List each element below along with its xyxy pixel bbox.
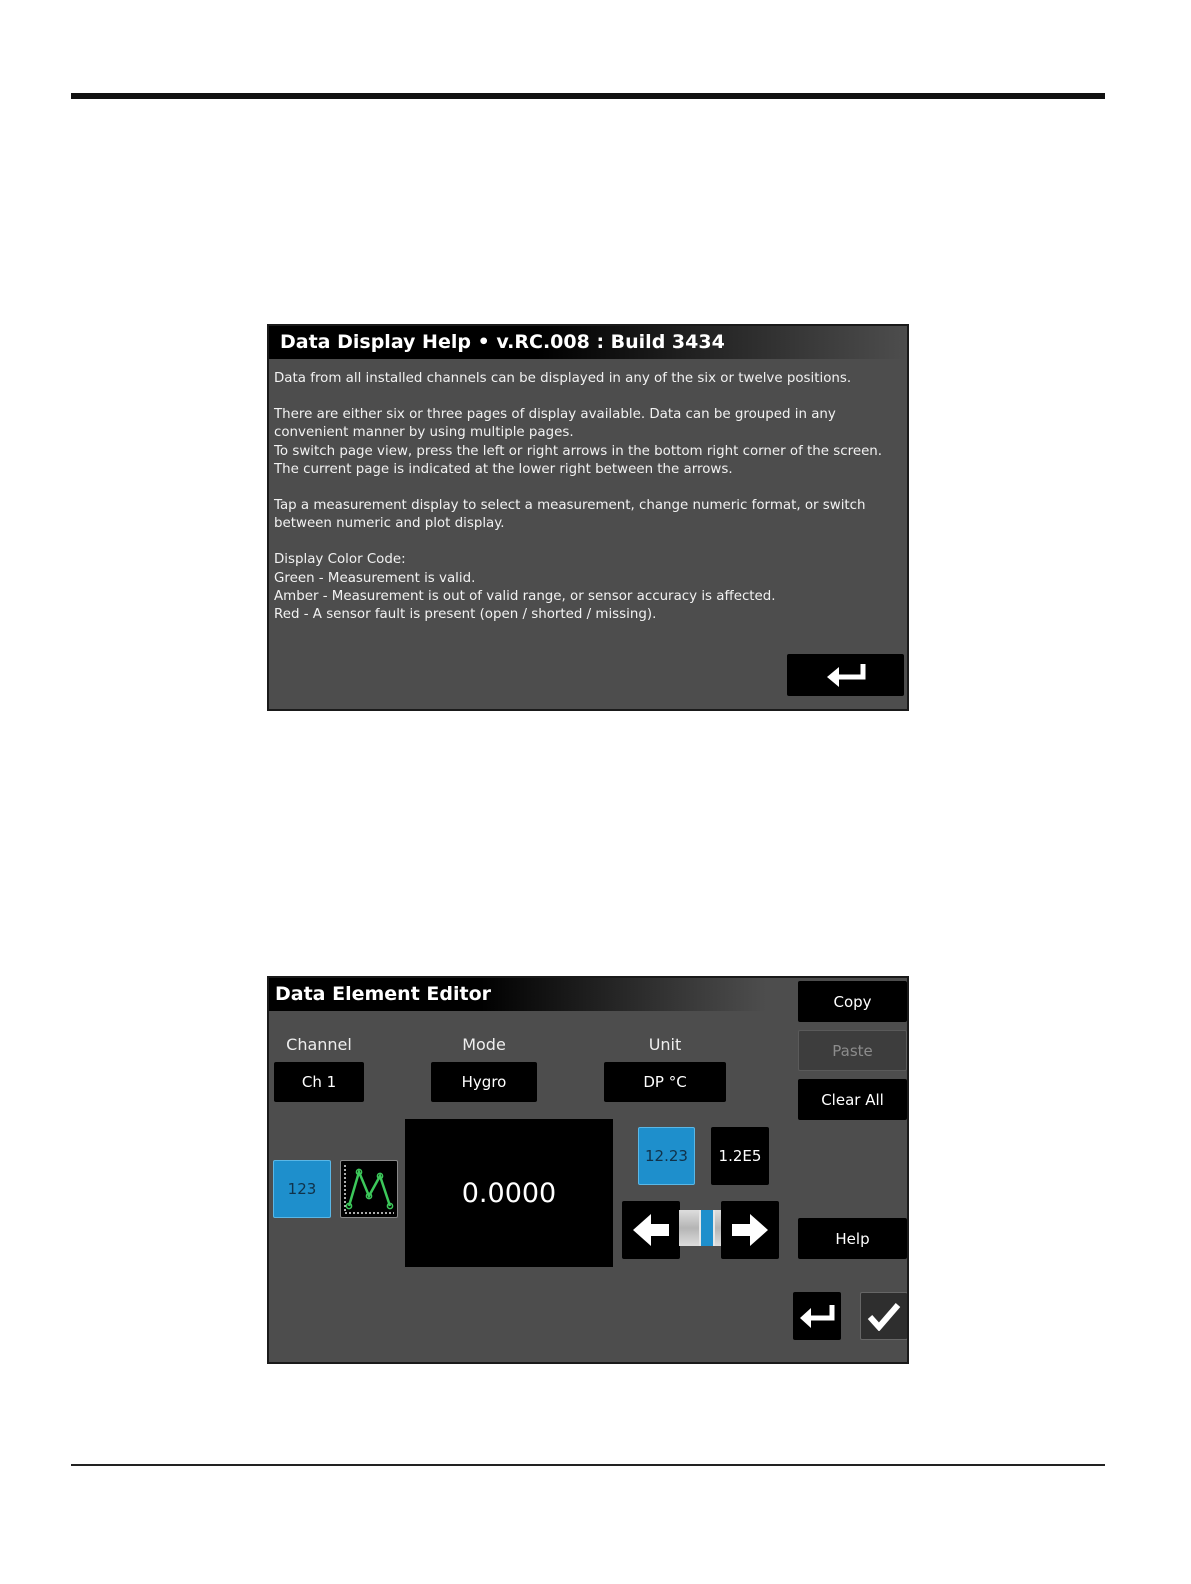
return-arrow-icon	[825, 662, 867, 688]
plot-view-button[interactable]	[340, 1160, 398, 1218]
help-screen	[267, 324, 909, 711]
channel-select[interactable]: Ch 1	[274, 1062, 364, 1102]
editor-screen	[267, 976, 909, 1364]
copy-button[interactable]: Copy	[798, 981, 907, 1022]
return-arrow-icon	[798, 1303, 836, 1329]
help-title: Data Display Help • v.RC.008 : Build 3434	[269, 326, 907, 359]
right-arrow-button[interactable]	[721, 1201, 779, 1259]
help-text: Display Color Code:	[274, 552, 406, 568]
line-plot-icon	[342, 1162, 396, 1216]
help-text: To switch page view, press the left or right arrows in the bottom right corner of the screen. The current page is indicated at the lower right between the arrows.	[274, 443, 883, 477]
help-text: Tap a measurement display to select a measurement, change numeric format, or switch between numeric and plot display.	[274, 498, 866, 532]
paste-button[interactable]: Paste	[798, 1030, 907, 1071]
format-scroll-track[interactable]	[679, 1210, 721, 1246]
help-back-button[interactable]	[787, 654, 904, 696]
channel-label: Channel	[286, 1035, 352, 1054]
confirm-button[interactable]	[860, 1292, 908, 1340]
unit-label: Unit	[648, 1035, 682, 1054]
help-text: Data from all installed channels can be displayed in any of the six or twelve positions.	[274, 371, 852, 386]
sci-format-button[interactable]: 1.2E5	[711, 1127, 769, 1185]
page-header-rule	[71, 93, 1105, 99]
fixed-format-button[interactable]: 12.23	[638, 1127, 695, 1185]
mode-label: Mode	[462, 1035, 506, 1054]
back-button[interactable]	[793, 1292, 841, 1340]
help-text: There are either six or three pages of display available. Data can be grouped in any convenient manner by using multiple pages.	[274, 407, 836, 441]
page-footer-rule	[71, 1464, 1105, 1466]
right-arrow-icon	[730, 1212, 770, 1248]
help-body	[274, 370, 904, 624]
left-arrow-icon	[631, 1212, 671, 1248]
unit-select[interactable]: DP °C	[604, 1062, 726, 1102]
help-button[interactable]: Help	[798, 1218, 907, 1259]
numeric-view-button[interactable]: 123	[273, 1160, 331, 1218]
help-text: Green - Measurement is valid.	[274, 570, 476, 586]
help-text: Amber - Measurement is out of valid range, or sensor accuracy is affected.	[274, 588, 776, 604]
editor-title: Data Element Editor	[269, 978, 766, 1011]
mode-select[interactable]: Hygro	[431, 1062, 537, 1102]
format-scroll-thumb[interactable]	[699, 1210, 715, 1246]
clear-all-button[interactable]: Clear All	[798, 1079, 907, 1120]
measurement-value-display[interactable]: 0.0000	[405, 1119, 613, 1267]
checkmark-icon	[867, 1301, 901, 1331]
left-arrow-button[interactable]	[622, 1201, 680, 1259]
help-text: Red - A sensor fault is present (open / shorted / missing).	[274, 607, 657, 623]
